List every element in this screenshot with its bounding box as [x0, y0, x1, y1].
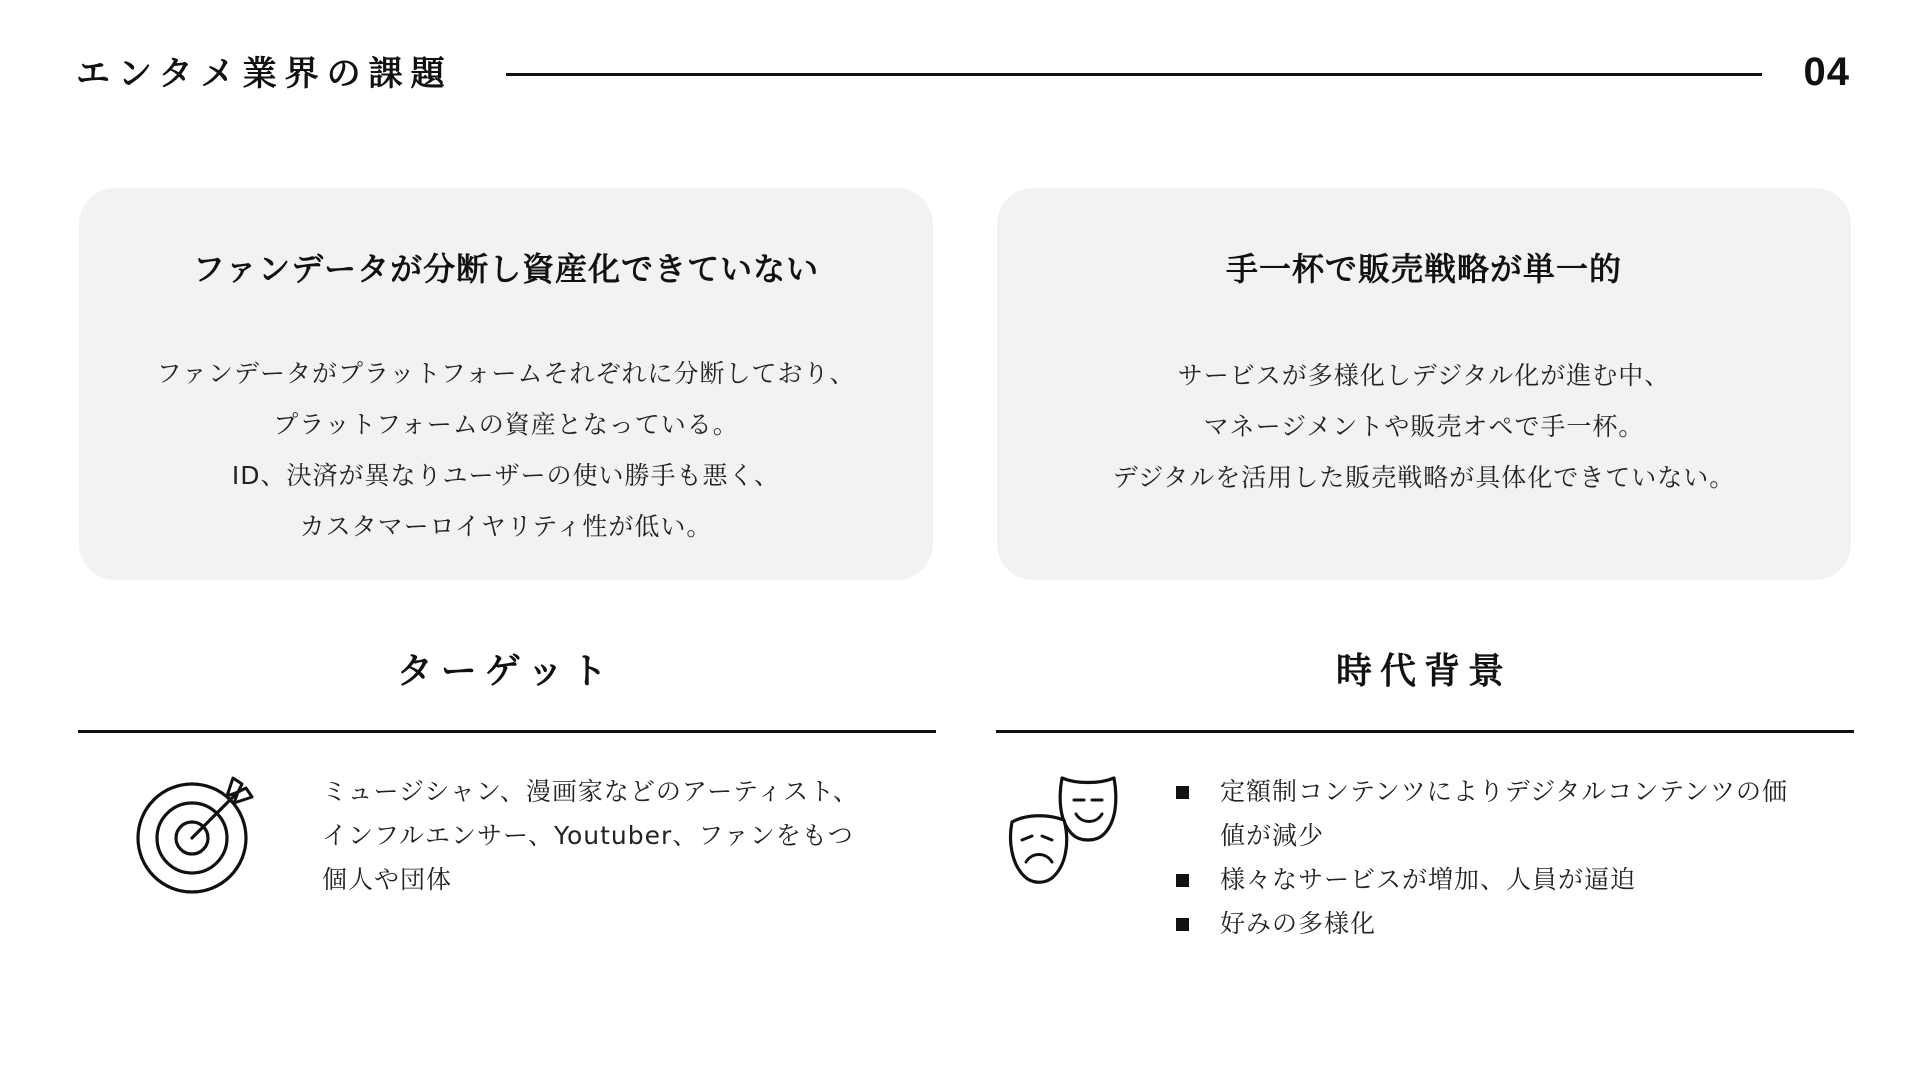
target-line: ミュージシャン、漫画家などのアーティスト、: [322, 777, 859, 806]
issue-card-sales-strategy: [997, 188, 1851, 580]
list-item-text: 好みの多様化: [1220, 909, 1377, 938]
page-number: 04: [1803, 50, 1850, 94]
list-item: [1174, 902, 1874, 946]
card-heading: ファンデータが分断し資産化できていない: [192, 250, 820, 288]
card-body-line: プラットフォームの資産となっている。: [273, 410, 739, 439]
list-item-text: 定額制コンテンツによりデジタルコンテンツの価: [1220, 777, 1789, 806]
bullet-square-icon: [1176, 918, 1189, 931]
target-arrow-icon: [130, 770, 260, 900]
list-item-text: 様々なサービスが増加、人員が逼迫: [1220, 865, 1637, 894]
card-body-line: マネージメントや販売オペで手一杯。: [1203, 412, 1645, 441]
target-description: [322, 770, 922, 902]
section-heading-background: 時代背景: [1335, 651, 1512, 692]
header-divider: [506, 73, 1762, 76]
target-line: インフルエンサー、Youtuber、ファンをもつ: [322, 821, 854, 850]
bullet-square-icon: [1176, 786, 1189, 799]
section-divider-left: [78, 730, 936, 733]
theater-masks-icon: [1004, 770, 1140, 906]
card-heading: 手一杯で販売戦略が単一的: [1225, 250, 1622, 288]
section-divider-right: [996, 730, 1854, 733]
card-body-line: ID、決済が異なりユーザーの使い勝手も悪く、: [231, 461, 781, 490]
background-bullet-list: [1174, 770, 1874, 946]
list-item: [1174, 858, 1874, 902]
card-body: [79, 348, 933, 552]
list-item: [1174, 770, 1874, 858]
card-body-line: カスタマーロイヤリティ性が低い。: [299, 512, 713, 541]
card-body-line: デジタルを活用した販売戦略が具体化できていない。: [1112, 463, 1736, 492]
page-title: エンタメ業界の課題: [76, 54, 453, 94]
target-line: 個人や団体: [322, 865, 453, 894]
bullet-square-icon: [1176, 874, 1189, 887]
section-heading-target: ターゲット: [396, 651, 616, 692]
card-body: [997, 350, 1851, 503]
issue-card-fan-data: [79, 188, 933, 580]
card-body-line: ファンデータがプラットフォームそれぞれに分断しており、: [156, 359, 856, 388]
card-body-line: サービスが多様化しデジタル化が進む中、: [1177, 361, 1671, 390]
list-item-text: 値が減少: [1220, 821, 1325, 850]
